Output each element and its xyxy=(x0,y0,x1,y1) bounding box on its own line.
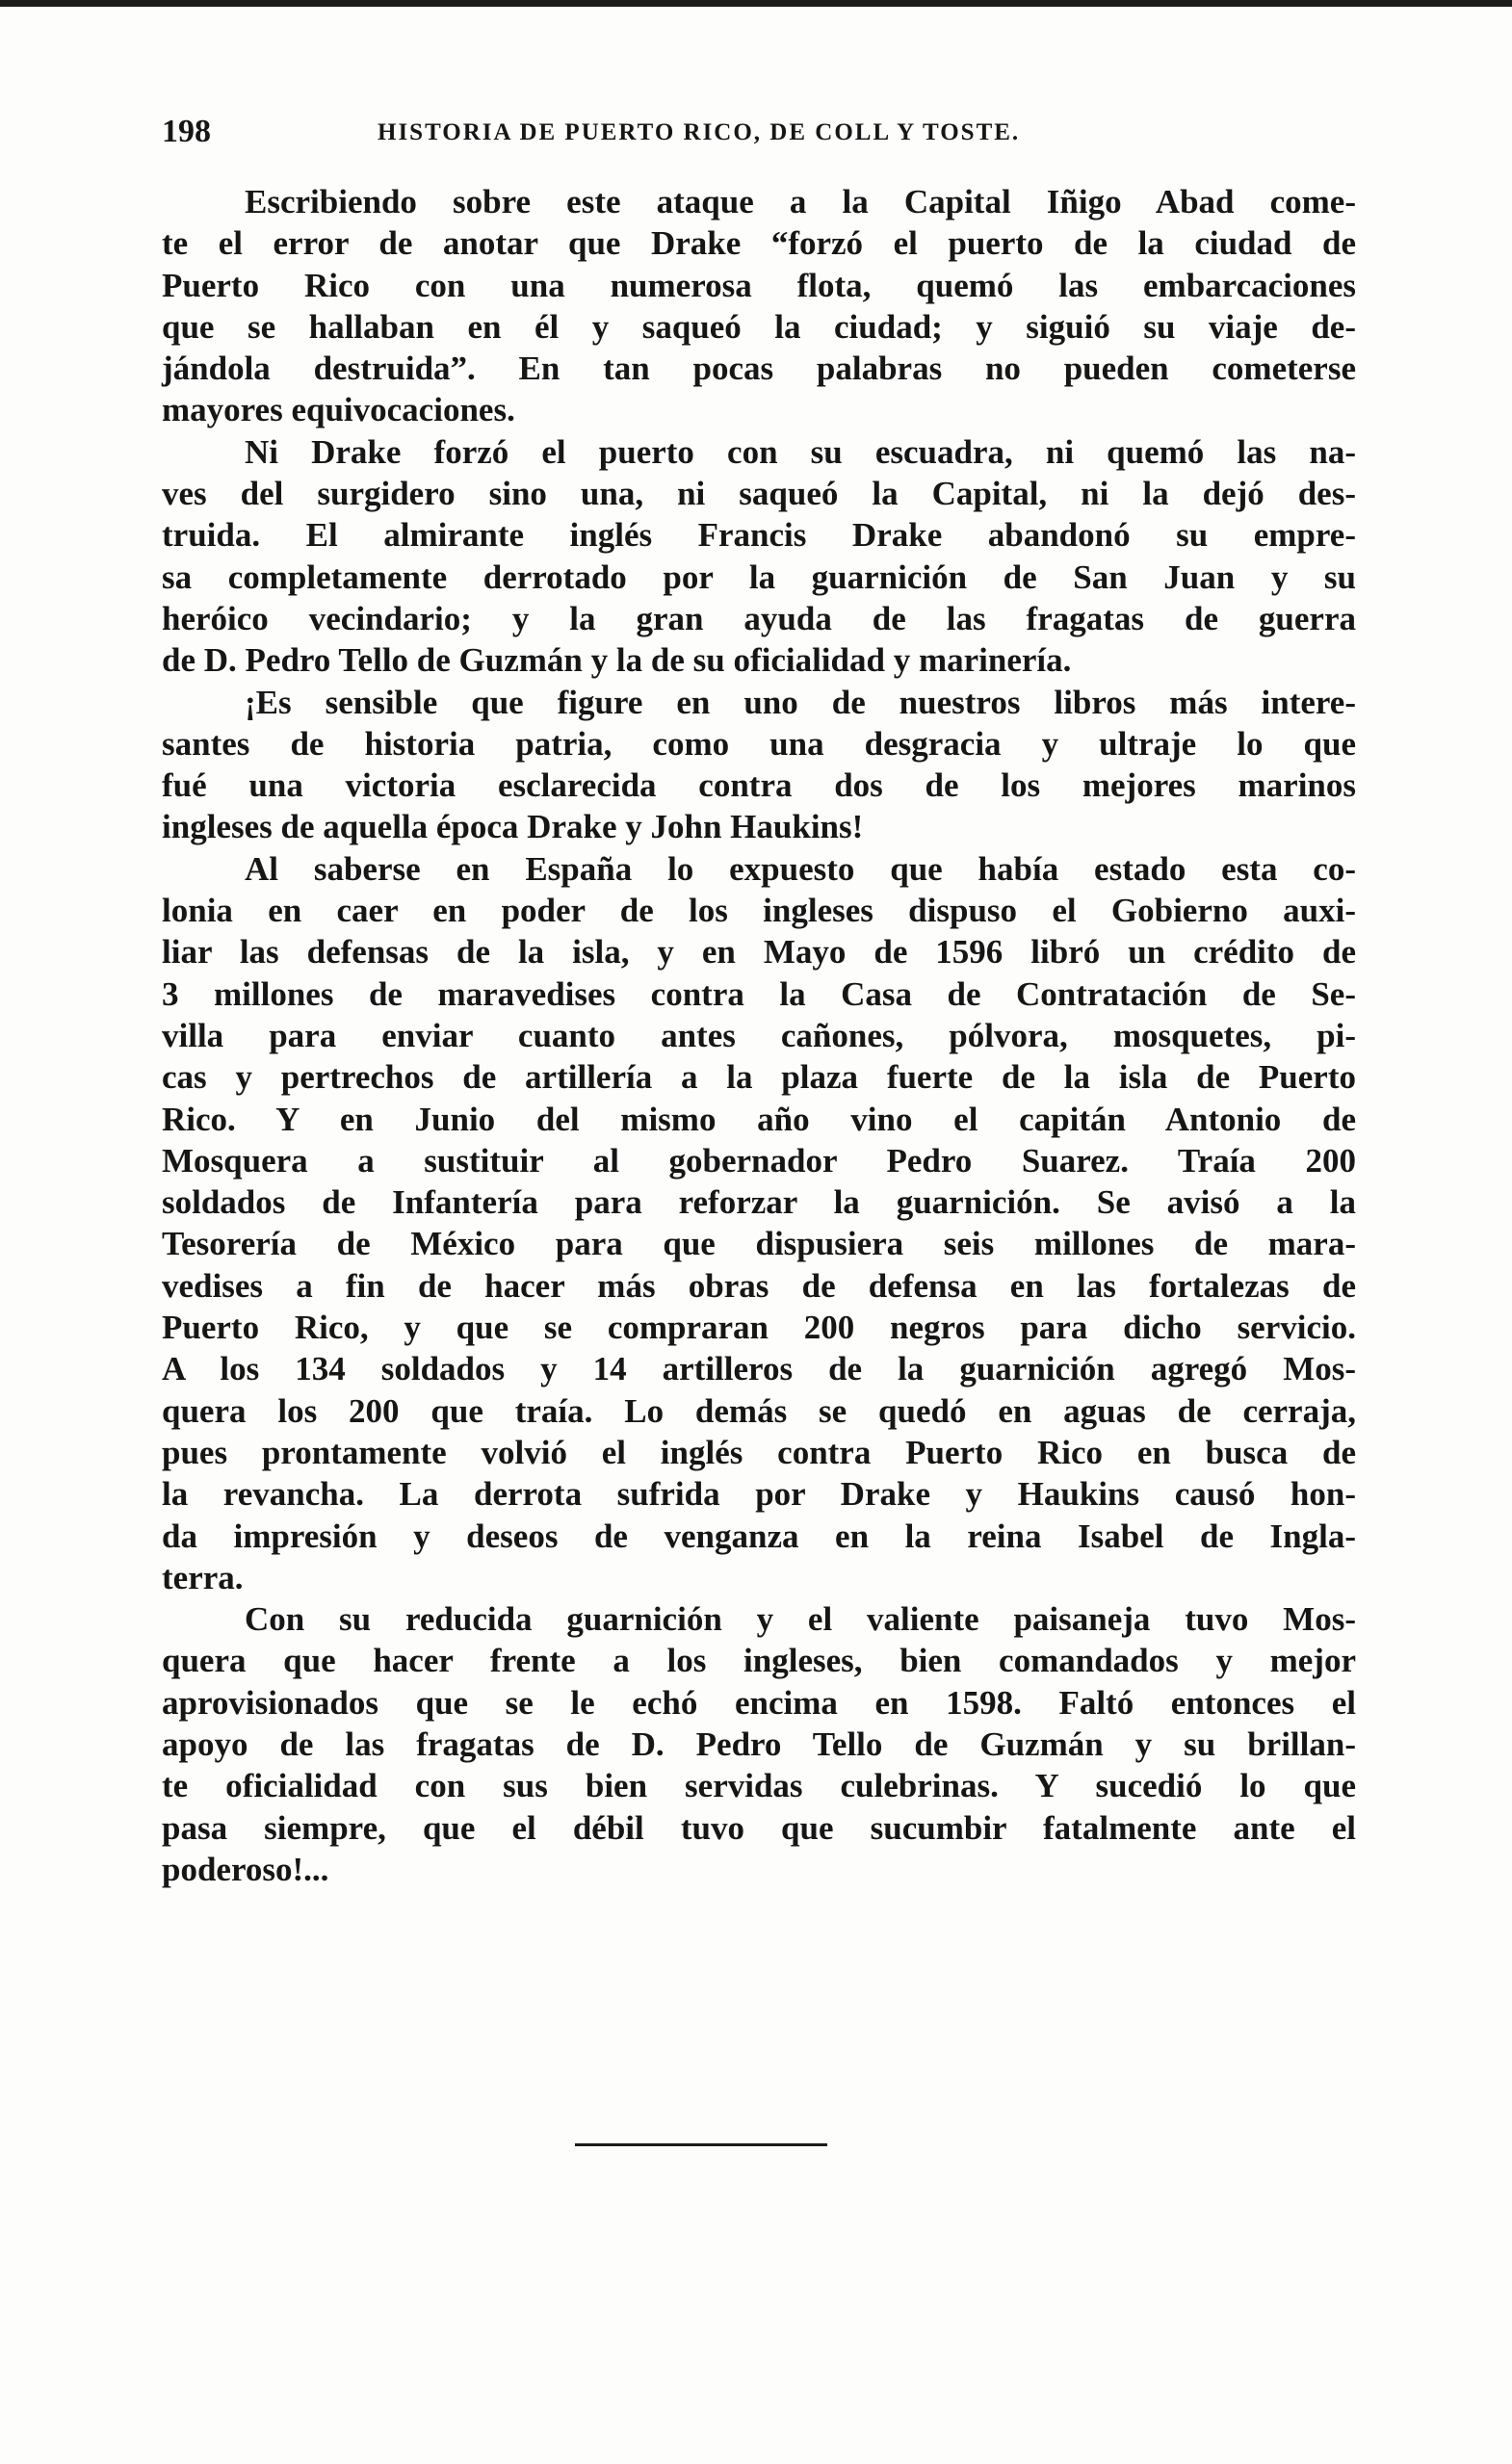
text-line: te oficialidad con sus bien servidas culebrinas. Y sucedió lo que xyxy=(162,1767,1356,1805)
text-line: ves del surgidero sino una, ni saqueó la Capital, ni la dejó des- xyxy=(162,475,1356,513)
text-line: fué una victoria esclarecida contra dos de los mejores marinos xyxy=(162,766,1356,805)
text-line: vedises a fin de hacer más obras de defensa en las fortalezas de xyxy=(162,1266,1356,1305)
text-line: apoyo de las fragatas de D. Pedro Tello de Guzmán y su brillan- xyxy=(162,1725,1356,1763)
running-head xyxy=(162,114,1356,156)
paragraph xyxy=(162,431,1356,682)
paragraph xyxy=(162,1598,1356,1890)
text-line: villa para enviar cuanto antes cañones, pólvora, mosquetes, pi- xyxy=(162,1016,1356,1054)
text-line: Mosquera a sustituir al gobernador Pedro Suarez. Traía 200 xyxy=(162,1141,1356,1180)
text-line: Tesorería de México para que dispusiera seis millones de mara- xyxy=(162,1225,1356,1263)
running-title: HISTORIA DE PUERTO RICO, DE COLL Y TOSTE. xyxy=(378,119,1021,145)
text-line: te el error de anotar que Drake “forzó el puerto de la ciudad de xyxy=(162,224,1356,263)
text-line: pasa siempre, que el débil tuvo que sucumbir fatalmente ante el xyxy=(162,1808,1356,1847)
text-line: la revancha. La derrota sufrida por Drake y Haukins causó hon- xyxy=(162,1475,1356,1514)
text-line: de D. Pedro Tello de Guzmán y la de su oficialidad y marinería. xyxy=(162,641,1072,680)
text-line: 3 millones de maravedises contra la Casa de Contratación de Se- xyxy=(162,974,1356,1013)
text-line: mayores equivocaciones. xyxy=(162,391,515,429)
text-line: cas y pertrechos de artillería a la plaza fuerte de la isla de Puerto xyxy=(162,1058,1356,1097)
page-number: 198 xyxy=(162,114,211,149)
text-line: ¡Es sensible que figure en uno de nuestros libros más intere- xyxy=(245,683,1356,721)
text-line: Puerto Rico con una numerosa flota, quemó las embarcaciones xyxy=(162,266,1356,304)
text-line: pues prontamente volvió el inglés contra Puerto Rico en busca de xyxy=(162,1433,1356,1471)
text-line: santes de historia patria, como una desgracia y ultraje lo que xyxy=(162,724,1356,763)
paragraph xyxy=(162,682,1356,848)
text-line: aprovisionados que se le echó encima en 1598. Faltó entonces el xyxy=(162,1683,1356,1722)
text-line: soldados de Infantería para reforzar la guarnición. Se avisó a la xyxy=(162,1183,1356,1222)
text-line: A los 134 soldados y 14 artilleros de la guarnición agregó Mos- xyxy=(162,1350,1356,1388)
text-line: liar las defensas de la isla, y en Mayo de 1596 libró un crédito de xyxy=(162,933,1356,972)
text-line: Con su reducida guarnición y el valiente paisaneja tuvo Mos- xyxy=(245,1600,1356,1639)
text-line: Escribiendo sobre este ataque a la Capital Iñigo Abad come- xyxy=(245,183,1356,220)
text-line: heróico vecindario; y la gran ayuda de las fragatas de guerra xyxy=(162,599,1356,637)
text-line: Al saberse en España lo expuesto que había estado esta co- xyxy=(245,849,1356,888)
text-line: truida. El almirante inglés Francis Drake abandonó su empre- xyxy=(162,516,1356,555)
text-line: quera que hacer frente a los ingleses, bien comandados y mejor xyxy=(162,1642,1356,1680)
text-line: poderoso!... xyxy=(162,1850,329,1888)
paragraph xyxy=(162,848,1356,1598)
end-rule xyxy=(575,2143,827,2146)
text-line: Puerto Rico, y que se compraran 200 negros para dicho servicio. xyxy=(162,1309,1356,1347)
top-border-rule xyxy=(0,0,1512,7)
text-line: jándola destruida”. En tan pocas palabras no pueden cometerse xyxy=(162,350,1356,388)
text-line: quera los 200 que traía. Lo demás se quedó en aguas de cerraja, xyxy=(162,1391,1356,1430)
body-text xyxy=(162,181,1356,1890)
text-line: sa completamente derrotado por la guarnición de San Juan y su xyxy=(162,558,1356,596)
paragraph xyxy=(162,181,1356,431)
text-line: Ni Drake forzó el puerto con su escuadra, ni quemó las na- xyxy=(245,432,1356,471)
text-line: Rico. Y en Junio del mismo año vino el capitán Antonio de xyxy=(162,1100,1356,1138)
text-line: ingleses de aquella época Drake y John Haukins! xyxy=(162,808,864,846)
text-line: que se hallaban en él y saqueó la ciudad; y siguió su viaje de- xyxy=(162,307,1356,346)
text-line: lonia en caer en poder de los ingleses dispuso el Gobierno auxi- xyxy=(162,892,1356,930)
text-line: terra. xyxy=(162,1558,244,1596)
text-line: da impresión y deseos de venganza en la reina Isabel de Ingla- xyxy=(162,1517,1356,1555)
